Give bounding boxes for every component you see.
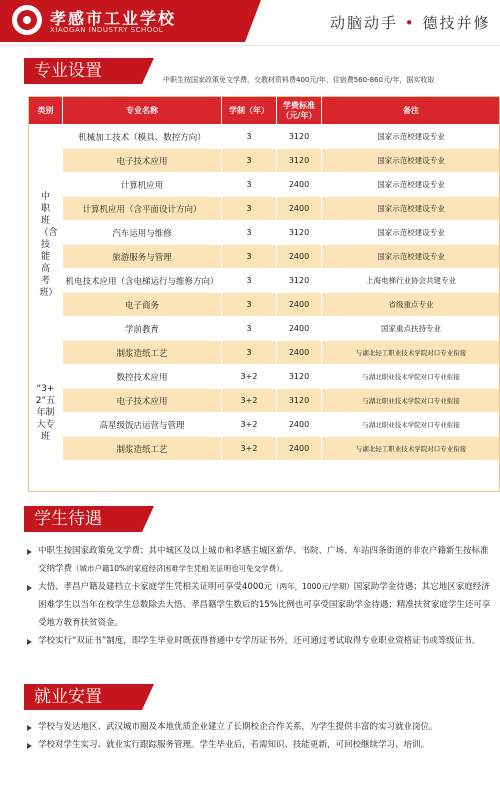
category-cell bbox=[29, 125, 63, 365]
table-row bbox=[29, 341, 500, 365]
category-cell bbox=[29, 365, 63, 461]
col-header-fee: 学费标准（元/年） bbox=[277, 97, 322, 125]
benefit-text: 大悟、孝昌户籍及建档立卡家庭学生凭相关证明可享受4000元 bbox=[38, 582, 273, 592]
benefit-note: （城市户籍10%的家庭经济困难学生凭相关证明也可免交学费） bbox=[72, 564, 280, 573]
benefit-text: 学校实行“双证书”制度，即学生毕业时既获得普通中专学历证书外，还可通过考试取得专业职业资格证书或等级证书。 bbox=[38, 636, 481, 646]
major-years: 3+2 bbox=[222, 437, 277, 461]
major-name: 学前教育 bbox=[63, 317, 222, 341]
major-name: 机械加工技术（模具、数控方向） bbox=[63, 125, 222, 149]
major-name: 制浆造纸工艺 bbox=[63, 437, 222, 461]
table-row bbox=[29, 149, 500, 173]
major-fee: 3120 bbox=[277, 365, 322, 389]
major-years: 3 bbox=[222, 221, 277, 245]
benefits-section-title: 学生待遇 bbox=[24, 506, 142, 532]
major-remark: 国家重点扶持专业 bbox=[322, 317, 500, 341]
slogan-left: 动脑动手 bbox=[330, 14, 399, 32]
major-fee: 2400 bbox=[277, 245, 322, 269]
table-row bbox=[29, 125, 500, 149]
major-remark: 国家示范校建设专业 bbox=[322, 173, 500, 197]
major-years: 3 bbox=[222, 149, 277, 173]
major-fee: 3120 bbox=[277, 149, 322, 173]
major-fee: 2400 bbox=[277, 293, 322, 317]
major-name: 机电技术应用（含电梯运行与维修方向） bbox=[63, 269, 222, 293]
major-remark: 国家示范校建设专业 bbox=[322, 221, 500, 245]
major-years: 3 bbox=[222, 125, 277, 149]
major-remark: 国家示范校建设专业 bbox=[322, 149, 500, 173]
major-remark: 上海电梯行业协会共建专业 bbox=[322, 269, 500, 293]
employment-list bbox=[24, 718, 494, 754]
col-header-name: 专业名称 bbox=[63, 97, 222, 125]
major-name: 数控技术应用 bbox=[63, 365, 222, 389]
major-years: 3 bbox=[222, 341, 277, 365]
table-row bbox=[29, 293, 500, 317]
major-fee: 3120 bbox=[277, 269, 322, 293]
slogan-right: 德技并修 bbox=[422, 14, 491, 32]
category-label: 中职班（含技能高考班） bbox=[39, 191, 58, 298]
benefits-list bbox=[24, 542, 494, 650]
table-row bbox=[29, 197, 500, 221]
table-row bbox=[29, 365, 500, 389]
major-years: 3 bbox=[222, 317, 277, 341]
major-fee: 2400 bbox=[277, 317, 322, 341]
major-remark: 与湖北职业技术学院对口专业衔接 bbox=[322, 389, 500, 413]
school-name-en: XIAOGAN INDUSTRY SCHOOL bbox=[50, 26, 164, 34]
major-years: 3 bbox=[222, 293, 277, 317]
col-header-remark: 备注 bbox=[322, 97, 500, 125]
school-name: 孝感市工业学校 bbox=[50, 9, 177, 28]
fee-note: 中职生按国家政策免文学费，交教材资料费400元/年、住宿费560-860元/年，据实收取 bbox=[163, 76, 435, 84]
category-label: “3+2”五年制大专班 bbox=[35, 383, 56, 442]
major-name: 计算机应用（含平面设计方向） bbox=[63, 197, 222, 221]
table-row bbox=[29, 221, 500, 245]
benefit-tail: 国家助学金待遇；其它地区家庭经济困难学生以当年在校学生总数除去大悟、孝昌籍学生数后的15%比例也可享受国家助学金待遇；精准扶贫家庭学生还可享受地方教育扶贫资金。 bbox=[38, 582, 491, 628]
major-name: 旅游服务与管理 bbox=[63, 245, 222, 269]
header-banner bbox=[0, 0, 245, 42]
col-header-years: 学制（年） bbox=[222, 97, 277, 125]
col-header-category: 类别 bbox=[29, 97, 63, 125]
major-name: 电子商务 bbox=[63, 293, 222, 317]
benefit-tail: 。 bbox=[279, 564, 289, 574]
table-header-row bbox=[29, 97, 500, 125]
major-fee: 2400 bbox=[277, 197, 322, 221]
slogan-dot: • bbox=[404, 14, 416, 32]
table-row bbox=[29, 269, 500, 293]
list-item: 学校与发达地区、武汉城市圈及本地优质企业建立了长期校企合作关系，为学生提供丰富的实习就业岗位。 bbox=[24, 718, 494, 736]
major-remark: 国家示范校建设专业 bbox=[322, 245, 500, 269]
major-remark: 国家示范校建设专业 bbox=[322, 197, 500, 221]
major-name: 高星级饭店运营与管理 bbox=[63, 413, 222, 437]
major-fee: 2400 bbox=[277, 413, 322, 437]
table-row bbox=[29, 173, 500, 197]
major-fee: 2400 bbox=[277, 437, 322, 461]
major-remark: 与湖北职业技术学院对口专业衔接 bbox=[322, 413, 500, 437]
table-row bbox=[29, 317, 500, 341]
major-name: 电子技术应用 bbox=[63, 389, 222, 413]
benefit-note: （两年，1000元/学期） bbox=[272, 582, 354, 591]
table-row bbox=[29, 437, 500, 461]
majors-table bbox=[28, 96, 500, 461]
major-years: 3 bbox=[222, 269, 277, 293]
table-row bbox=[29, 245, 500, 269]
major-years: 3 bbox=[222, 197, 277, 221]
major-name: 计算机应用 bbox=[63, 173, 222, 197]
major-name: 制浆造纸工艺 bbox=[63, 341, 222, 365]
list-item bbox=[24, 542, 494, 578]
table-row bbox=[29, 389, 500, 413]
major-fee: 2400 bbox=[277, 173, 322, 197]
major-fee: 2400 bbox=[277, 341, 322, 365]
majors-section-title: 专业设置 bbox=[24, 58, 142, 84]
major-name: 电子技术应用 bbox=[63, 149, 222, 173]
benefit-text: 中职生按国家政策免文学费；其中城区及以上城市和孝感主城区新华、书院、广场、车站四条街道的非农户籍新生按标准交纳学费 bbox=[38, 546, 489, 574]
slogan bbox=[330, 12, 490, 33]
list-item bbox=[24, 578, 494, 632]
table-row bbox=[29, 413, 500, 437]
page-header bbox=[0, 0, 500, 46]
list-item: 学校对学生实习、就业实行跟踪服务管理。学生毕业后，若需知识、技能更新，可回校继续学习、培训。 bbox=[24, 736, 494, 754]
list-item bbox=[24, 632, 494, 650]
major-remark: 与湖北轻工职业技术学院对口专业衔接 bbox=[322, 341, 500, 365]
major-years: 3+2 bbox=[222, 365, 277, 389]
major-years: 3 bbox=[222, 245, 277, 269]
major-remark: 国家示范校建设专业 bbox=[322, 125, 500, 149]
major-remark: 与湖北轻工职业技术学院对口专业衔接 bbox=[322, 437, 500, 461]
major-remark: 与湖北职业技术学院对口专业衔接 bbox=[322, 365, 500, 389]
employment-section-title: 就业安置 bbox=[24, 684, 142, 710]
school-logo bbox=[12, 5, 42, 35]
major-years: 3+2 bbox=[222, 413, 277, 437]
major-years: 3+2 bbox=[222, 389, 277, 413]
major-name: 汽车运用与维修 bbox=[63, 221, 222, 245]
major-years: 3 bbox=[222, 173, 277, 197]
major-fee: 3120 bbox=[277, 221, 322, 245]
major-fee: 3120 bbox=[277, 389, 322, 413]
major-remark: 省级重点专业 bbox=[322, 293, 500, 317]
major-fee: 3120 bbox=[277, 125, 322, 149]
